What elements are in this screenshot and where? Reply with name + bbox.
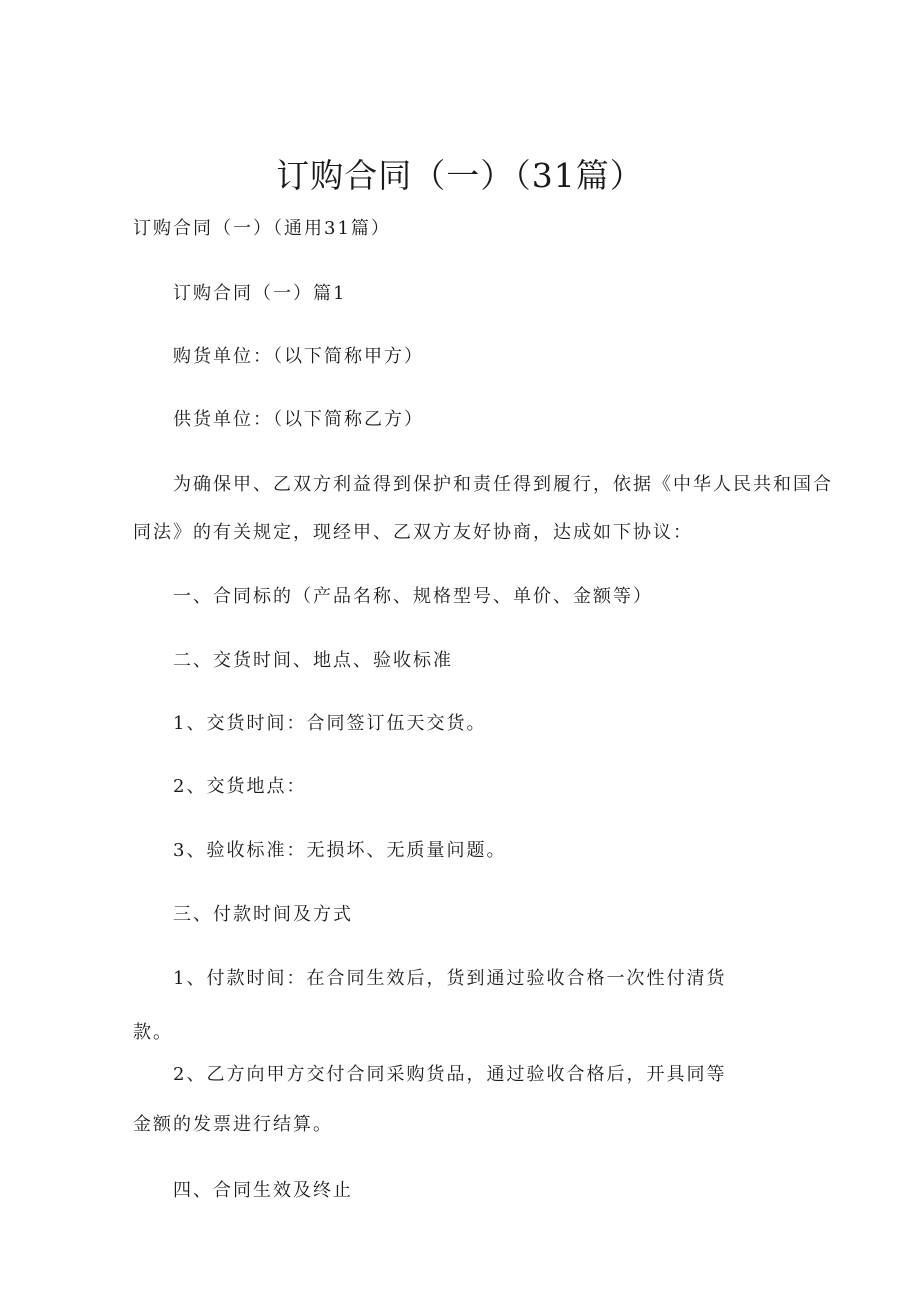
clause-3-item-1-line-2: 款。 bbox=[133, 1022, 173, 1043]
clause-3-heading: 三、付款时间及方式 bbox=[173, 904, 353, 925]
clause-3-item-1-line-1: 1、付款时间：在合同生效后，货到通过验收合格一次性付清货 bbox=[173, 968, 727, 989]
document-title: 订购合同（一）（31篇） bbox=[276, 156, 644, 195]
section-heading-part1: 订购合同（一）篇1 bbox=[173, 283, 347, 304]
supplier-line: 供货单位：（以下简称乙方） bbox=[173, 409, 424, 430]
clause-2-item-3: 3、验收标准：无损坏、无质量问题。 bbox=[173, 840, 507, 861]
clause-3-item-2-line-2: 金额的发票进行结算。 bbox=[133, 1114, 333, 1135]
clause-2-heading: 二、交货时间、地点、验收标准 bbox=[173, 650, 453, 671]
buyer-line: 购货单位：（以下简称甲方） bbox=[173, 346, 424, 367]
clause-4-heading: 四、合同生效及终止 bbox=[173, 1180, 353, 1201]
preamble-line-1: 为确保甲、乙双方利益得到保护和责任得到履行，依据《中华人民共和国合 bbox=[173, 474, 833, 495]
document-subtitle: 订购合同（一）（通用31篇） bbox=[133, 218, 391, 239]
clause-3-item-2-line-1: 2、乙方向甲方交付合同采购货品，通过验收合格后，开具同等 bbox=[173, 1064, 727, 1085]
preamble-line-2: 同法》的有关规定，现经甲、乙双方友好协商，达成如下协议： bbox=[133, 522, 693, 543]
clause-2-item-1: 1、交货时间：合同签订伍天交货。 bbox=[173, 713, 487, 734]
clause-1-heading: 一、合同标的（产品名称、规格型号、单价、金额等） bbox=[173, 586, 653, 607]
clause-2-item-2: 2、交货地点： bbox=[173, 776, 307, 797]
